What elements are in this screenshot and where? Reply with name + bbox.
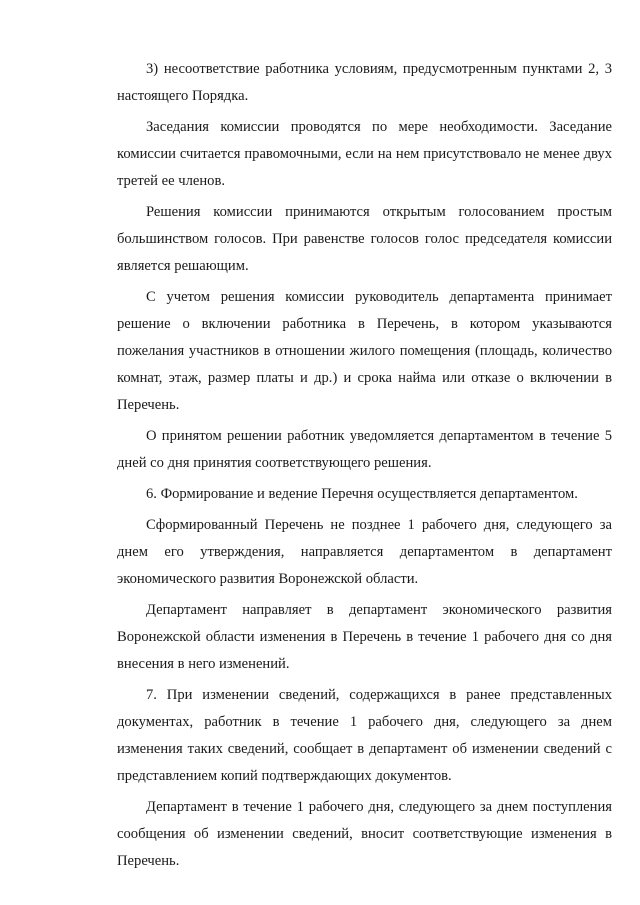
paragraph-list-changes: Департамент направляет в департамент экономического развития Воронежской области изменения в Перечень в течение 1 рабочего дня со дня внесения в него изменений.: [117, 602, 612, 672]
paragraph-commission-decisions: Решения комиссии принимаются открытым голосованием простым большинством голосов. При равенстве голосов голос председателя комиссии является решающим.: [117, 204, 612, 274]
document-page: [117, 56, 612, 879]
paragraph-item-3-nonconformity: 3) несоответствие работника условиям, предусмотренным пунктами 2, 3 настоящего Порядка.: [117, 61, 612, 104]
paragraph-head-decision: С учетом решения комиссии руководитель департамента принимает решение о включении работника в Перечень, в котором указываются пожелания участников в отношении жилого помещения (площадь, количество комнат, этаж, размер платы и др.) и срока найма или отказе о включении в Перечень.: [117, 289, 612, 413]
paragraph-department-updates: Департамент в течение 1 рабочего дня, следующего за днем поступления сообщения об изменении сведений, вносит соответствующие изменения в Перечень.: [117, 799, 612, 869]
paragraph-notification: О принятом решении работник уведомляется департаментом в течение 5 дней со дня принятия соответствующего решения.: [117, 428, 612, 471]
paragraph-section-6: 6. Формирование и ведение Перечня осуществляется департаментом.: [146, 486, 578, 502]
paragraph-section-7: 7. При изменении сведений, содержащихся в ранее представленных документах, работник в течение 1 рабочего дня, следующего за днем изменения таких сведений, сообщает в департамент об изменении сведений с представлением копий подтверждающих документов.: [117, 687, 612, 784]
paragraph-list-submission: Сформированный Перечень не позднее 1 рабочего дня, следующего за днем его утверждения, направляется департаментом в департамент экономического развития Воронежской области.: [117, 517, 612, 587]
paragraph-commission-meetings: Заседания комиссии проводятся по мере необходимости. Заседание комиссии считается правомочными, если на нем присутствовало не менее двух третей ее членов.: [117, 119, 612, 189]
